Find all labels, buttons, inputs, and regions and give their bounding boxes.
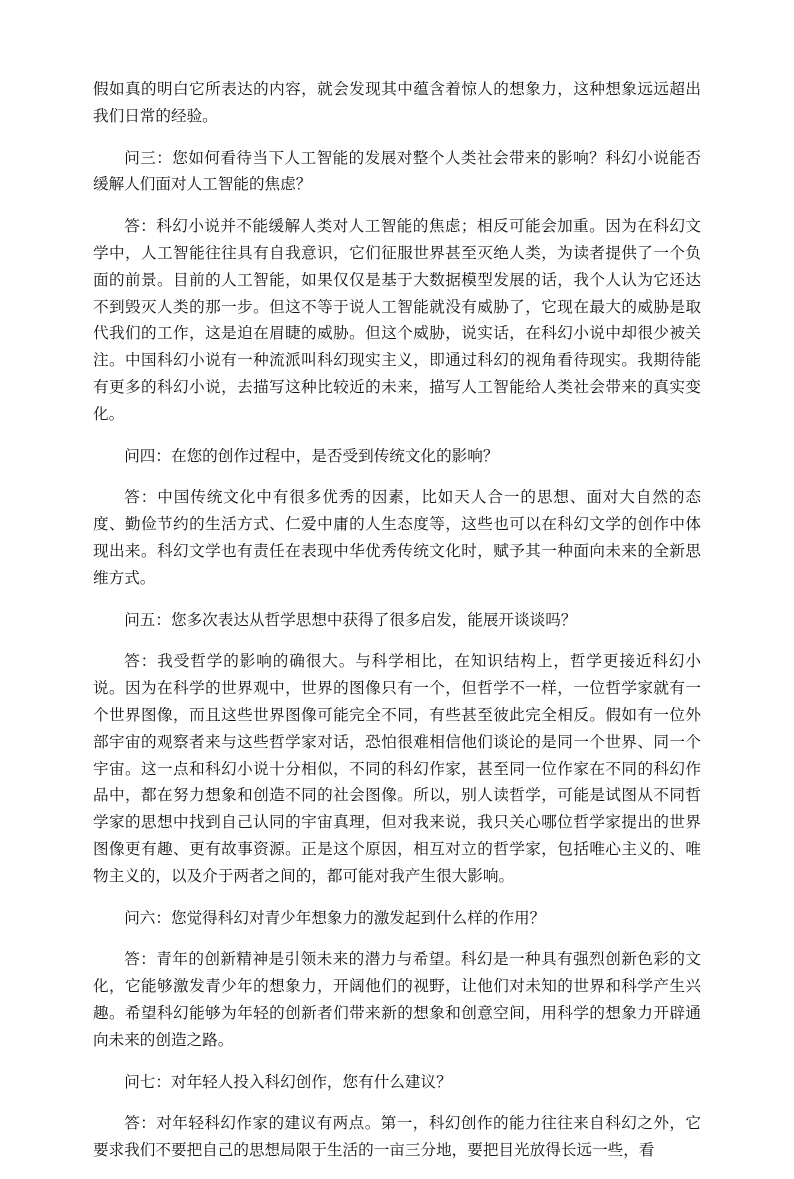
answer-7: 答：对年轻科幻作家的建议有两点。第一，科幻创作的能力往往来自科幻之外，它要求我们不要把自己的思想局限于生活的一亩三分地，要把目光放得长远一些，看 (93, 1114, 701, 1160)
answer-4: 答：中国传统文化中有很多优秀的因素，比如天人合一的思想、面对大自然的态度、勤俭节约的生活方式、仁爱中庸的人生态度等，这些也可以在科幻文学的创作中体现出来。科幻文学也有责任在表现中华优秀传统文化时，赋予其一种面向未来的全新思维方式。 (93, 488, 701, 587)
answer-3: 答：科幻小说并不能缓解人类对人工智能的焦虑；相反可能会加重。因为在科幻文学中，人工智能往往具有自我意识，它们征服世界甚至灭绝人类，为读者提供了一个负面的前景。目前的人工智能，如果仅仅是基于大数据模型发展的话，我个人认为它还达不到毁灭人类的那一步。但这不等于说人工智能就没有威胁了，它现在最大的威胁是取代我们的工作，这是迫在眉睫的威胁。但这个威胁，说实话，在科幻小说中却很少被关注。中国科幻小说有一种流派叫科幻现实主义，即通过科幻的视角看待现实。我期待能有更多的科幻小说，去描写这种比较近的未来，描写人工智能给人类社会带来的真实变化。 (93, 217, 701, 423)
continuation-paragraph: 假如真的明白它所表达的内容，就会发现其中蕴含着惊人的想象力，这种想象远远超出我们日常的经验。 (93, 80, 701, 125)
document-page (93, 76, 701, 1179)
question-4: 问四：在您的创作过程中，是否受到传统文化的影响？ (124, 446, 499, 465)
question-7: 问七：对年轻人投入科幻创作，您有什么建议？ (124, 1072, 452, 1091)
question-5: 问五：您多次表达从哲学思想中获得了很多启发，能展开谈谈吗？ (124, 610, 577, 629)
answer-5: 答：我受哲学的影响的确很大。与科学相比，在知识结构上，哲学更接近科幻小说。因为在科学的世界观中，世界的图像只有一个，但哲学不一样，一位哲学家就有一个世界图像，而且这些世界图像可能完全不同，有些甚至彼此完全相反。假如有一位外部宇宙的观察者来与这些哲学家对话，恐怕很难相信他们谈论的是同一个世界、同一个宇宙。这一点和科幻小说十分相似，不同的科幻作家，甚至同一位作家在不同的科幻作品中，都在努力想象和创造不同的社会图像。所以，别人读哲学，可能是试图从不同哲学家的思想中找到自己认同的宇宙真理，但对我来说，我只关心哪位哲学家提出的世界图像更有趣、更有故事资源。正是这个原因，相互对立的哲学家，包括唯心主义的、唯物主义的，以及介于两者之间的，都可能对我产生很大影响。 (93, 652, 701, 885)
answer-6: 答：青年的创新精神是引领未来的潜力与希望。科幻是一种具有强烈创新色彩的文化，它能够激发青少年的想象力，开阔他们的视野，让他们对未知的世界和科学产生兴趣。希望科幻能够为年轻的创新者们带来新的想象和创意空间，用科学的想象力开辟通向未来的创造之路。 (93, 950, 701, 1049)
question-6: 问六：您觉得科幻对青少年想象力的激发起到什么样的作用？ (124, 908, 546, 927)
question-3: 问三：您如何看待当下人工智能的发展对整个人类社会带来的影响？科幻小说能否缓解人们面对人工智能的焦虑？ (93, 148, 701, 194)
